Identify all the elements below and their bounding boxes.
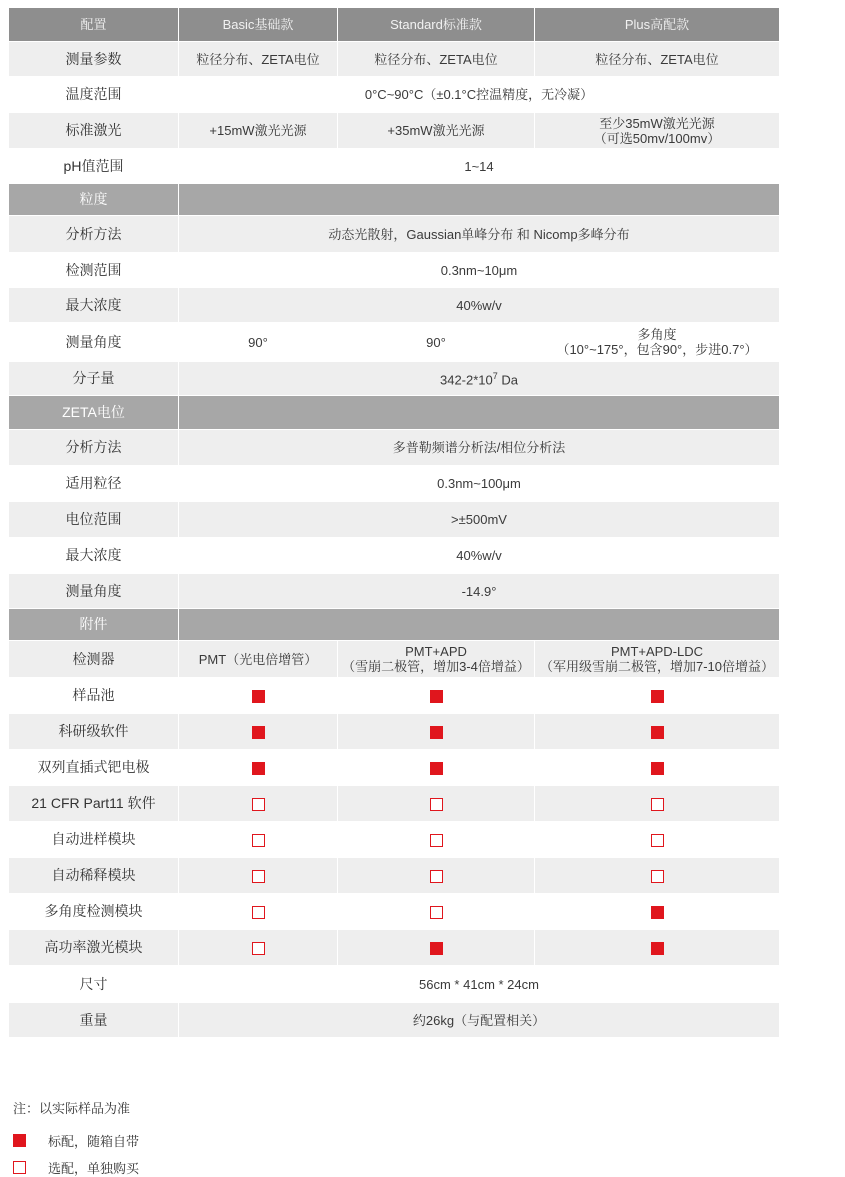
row-label: 分析方法 (9, 430, 179, 466)
accessory-rows (9, 678, 780, 966)
spec-table (8, 7, 780, 1038)
row-label: 测量参数 (9, 42, 179, 77)
optional-square-icon (13, 1161, 26, 1174)
row-label: 标准激光 (9, 113, 179, 149)
row-label: 高功率激光模块 (9, 930, 179, 966)
cell-standard (338, 750, 535, 786)
header-standard: Standard标准款 (338, 8, 535, 42)
standard-square-icon (13, 1134, 26, 1147)
row-label: 测量角度 (9, 574, 179, 609)
standard-square-icon (651, 762, 664, 775)
optional-square-icon (651, 870, 664, 883)
row-temperature (9, 77, 780, 113)
row-zeta-size (9, 466, 780, 502)
header-plus: Plus高配款 (535, 8, 780, 42)
row-label: 检测范围 (9, 253, 179, 288)
row-zeta-angle (9, 574, 780, 609)
cell-plus (535, 786, 780, 822)
row-measure-params (9, 42, 780, 77)
notes-title: 注：以实际样品为准 (13, 1101, 131, 1116)
row-label: 温度范围 (9, 77, 179, 113)
standard-square-icon (252, 726, 265, 739)
cell-line: 多角度 (637, 327, 677, 342)
optional-square-icon (252, 798, 265, 811)
row-label: 自动进样模块 (9, 822, 179, 858)
cell-value: -14.9° (179, 574, 780, 609)
optional-square-icon (430, 834, 443, 847)
row-particle-mw (9, 362, 780, 396)
header-basic: Basic基础款 (179, 8, 338, 42)
cell-basic (179, 750, 338, 786)
optional-square-icon (651, 834, 664, 847)
standard-square-icon (430, 726, 443, 739)
cell-plus (535, 323, 780, 362)
optional-square-icon (651, 798, 664, 811)
cell-standard (338, 822, 535, 858)
row-label: pH值范围 (9, 149, 179, 184)
cell-value: 约26kg（与配置相关） (179, 1003, 780, 1038)
cell-basic (179, 930, 338, 966)
section-title: ZETA电位 (9, 396, 179, 430)
cell-standard: +35mW激光光源 (338, 113, 535, 149)
optional-square-icon (430, 798, 443, 811)
row-weight (9, 1003, 780, 1038)
mw-exponent: 7 (492, 371, 498, 382)
cell-value: 多普勒频谱分析法/相位分析法 (179, 430, 780, 466)
row-label: 自动稀释模块 (9, 858, 179, 894)
row-label: 多角度检测模块 (9, 894, 179, 930)
row-laser (9, 113, 780, 149)
legend-standard (13, 1131, 139, 1150)
cell-value (179, 362, 780, 396)
cell-line: （军用级雪崩二极管，增加7-10倍增益） (539, 659, 775, 674)
section-title: 附件 (9, 609, 179, 641)
accessory-row (9, 822, 780, 858)
standard-square-icon (430, 942, 443, 955)
accessory-row (9, 750, 780, 786)
section-title: 粒度 (9, 184, 179, 216)
cell-basic (179, 822, 338, 858)
row-zeta-maxconc (9, 538, 780, 574)
legend-optional-label: 选配，单独购买 (48, 1161, 140, 1176)
cell-value: 1~14 (179, 149, 780, 184)
row-label: 适用粒径 (9, 466, 179, 502)
cell-standard: 粒径分布、ZETA电位 (338, 42, 535, 77)
section-accessories (9, 609, 780, 641)
cell-plus (535, 714, 780, 750)
cell-plus (535, 641, 780, 678)
cell-line: （可选50mv/100mv） (593, 130, 721, 146)
cell-standard (338, 714, 535, 750)
accessory-row (9, 858, 780, 894)
row-label: 21 CFR Part11 软件 (9, 786, 179, 822)
optional-square-icon (430, 906, 443, 919)
cell-line: PMT+APD (405, 644, 467, 659)
cell-standard (338, 641, 535, 678)
cell-plus (535, 113, 780, 149)
optional-square-icon (430, 870, 443, 883)
optional-square-icon (252, 834, 265, 847)
cell-value: >±500mV (179, 502, 780, 538)
optional-square-icon (252, 942, 265, 955)
row-zeta-potential (9, 502, 780, 538)
cell-basic: PMT（光电倍增管） (179, 641, 338, 678)
cell-plus (535, 858, 780, 894)
cell-line: PMT+APD-LDC (610, 644, 704, 659)
row-label: 最大浓度 (9, 288, 179, 323)
cell-line: （雪崩二极管，增加3-4倍增益） (342, 659, 530, 674)
cell-plus (535, 894, 780, 930)
accessory-row (9, 714, 780, 750)
cell-value: 0°C~90°C（±0.1°C控温精度，无冷凝） (179, 77, 780, 113)
legend-standard-label: 标配，随箱自带 (48, 1134, 140, 1149)
row-label: 双列直插式钯电极 (9, 750, 179, 786)
cell-value: 动态光散射，Gaussian单峰分布 和 Nicomp多峰分布 (179, 216, 780, 253)
cell-plus (535, 822, 780, 858)
row-label: 分析方法 (9, 216, 179, 253)
row-label: 测量角度 (9, 323, 179, 362)
accessory-row (9, 678, 780, 714)
cell-plus (535, 678, 780, 714)
row-zeta-method (9, 430, 780, 466)
row-particle-range (9, 253, 780, 288)
row-size (9, 966, 780, 1003)
cell-line: （10°~175°，包含90°，步进0.7°） (556, 342, 758, 357)
row-label: 分子量 (9, 362, 179, 396)
accessory-row (9, 786, 780, 822)
header-row (9, 8, 780, 42)
cell-standard (338, 678, 535, 714)
cell-value: 0.3nm~100μm (179, 466, 780, 502)
row-label: 电位范围 (9, 502, 179, 538)
section-particle (9, 184, 780, 216)
cell-value: 40%w/v (179, 288, 780, 323)
row-particle-maxconc (9, 288, 780, 323)
standard-square-icon (430, 690, 443, 703)
row-particle-method (9, 216, 780, 253)
cell-standard (338, 858, 535, 894)
cell-standard (338, 930, 535, 966)
row-label: 样品池 (9, 678, 179, 714)
cell-plus (535, 750, 780, 786)
cell-plus (535, 930, 780, 966)
mw-suffix: Da (497, 372, 519, 388)
cell-basic (179, 858, 338, 894)
section-fill (179, 184, 780, 216)
cell-basic: +15mW激光光源 (179, 113, 338, 149)
cell-basic (179, 786, 338, 822)
cell-value: 0.3nm~10μm (179, 253, 780, 288)
optional-square-icon (252, 906, 265, 919)
row-label: 尺寸 (9, 966, 179, 1003)
row-label: 检测器 (9, 641, 179, 678)
cell-basic (179, 714, 338, 750)
accessory-row (9, 930, 780, 966)
standard-square-icon (651, 690, 664, 703)
optional-square-icon (252, 870, 265, 883)
standard-square-icon (651, 726, 664, 739)
row-label: 重量 (9, 1003, 179, 1038)
row-label: 最大浓度 (9, 538, 179, 574)
standard-square-icon (651, 906, 664, 919)
row-particle-angle (9, 323, 780, 362)
header-config: 配置 (9, 8, 179, 42)
row-ph (9, 149, 780, 184)
cell-standard: 90° (338, 323, 535, 362)
accessory-row (9, 894, 780, 930)
standard-square-icon (651, 942, 664, 955)
section-fill (179, 396, 780, 430)
cell-basic: 90° (179, 323, 338, 362)
standard-square-icon (430, 762, 443, 775)
cell-basic: 粒径分布、ZETA电位 (179, 42, 338, 77)
section-fill (179, 609, 780, 641)
cell-value: 40%w/v (179, 538, 780, 574)
cell-basic (179, 894, 338, 930)
standard-square-icon (252, 690, 265, 703)
cell-basic (179, 678, 338, 714)
mw-prefix: 342-2*10 (439, 372, 493, 388)
section-zeta (9, 396, 780, 430)
standard-square-icon (252, 762, 265, 775)
cell-standard (338, 894, 535, 930)
row-label: 科研级软件 (9, 714, 179, 750)
row-detector (9, 641, 780, 678)
cell-value: 56cm * 41cm * 24cm (179, 966, 780, 1003)
legend-optional (13, 1158, 139, 1177)
cell-standard (338, 786, 535, 822)
cell-line: 至少35mW激光光源 (599, 115, 715, 131)
cell-plus: 粒径分布、ZETA电位 (535, 42, 780, 77)
